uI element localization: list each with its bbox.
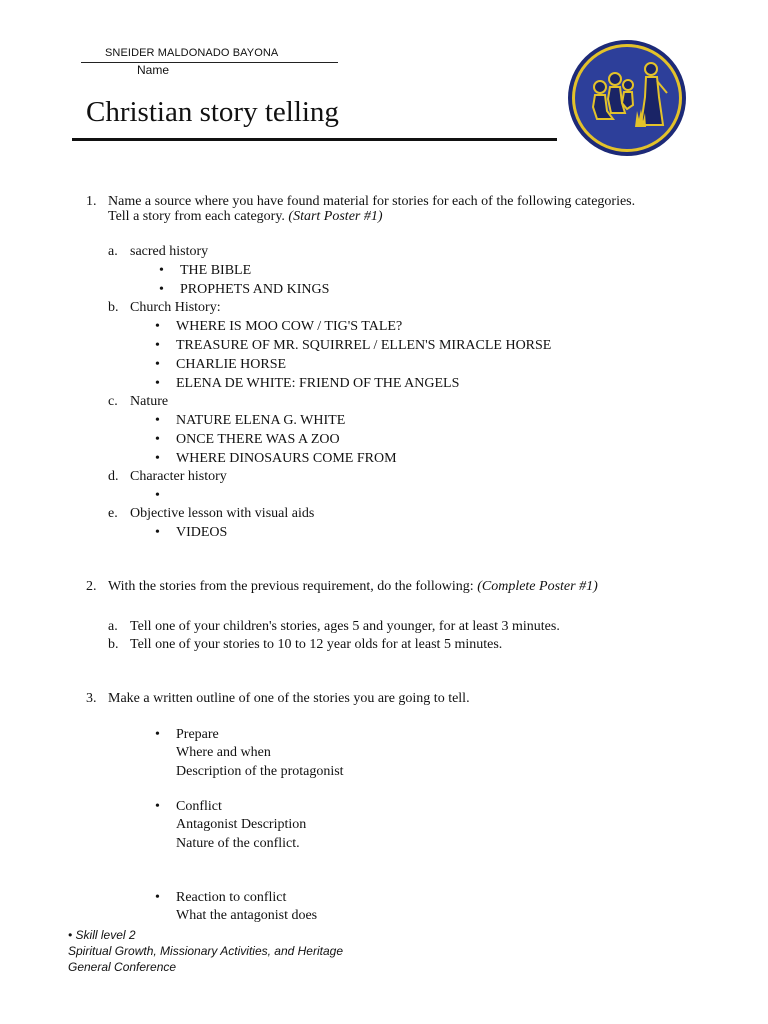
q2-poster-note: (Complete Poster #1) <box>477 579 598 594</box>
q3-item-line: Description of the protagonist <box>176 764 344 779</box>
q1d-item-empty <box>176 487 186 504</box>
q1c-label: Nature <box>130 394 169 409</box>
q1e-label: Objective lesson with visual aids <box>130 506 315 521</box>
title-rule <box>72 138 557 141</box>
footer <box>68 927 343 975</box>
q1b-item: • WHERE IS MOO COW / TIG'S TALE? <box>176 318 402 335</box>
q1a-letter: a. <box>108 244 118 259</box>
page-title: Christian story telling <box>86 96 339 128</box>
q1c-item: • WHERE DINOSAURS COME FROM <box>176 450 397 467</box>
q3-item-head: • Prepare <box>176 726 219 743</box>
q1e-item: • VIDEOS <box>176 524 227 541</box>
q1c-item: • NATURE ELENA G. WHITE <box>176 412 345 429</box>
q3-item-line: Where and when <box>176 745 271 760</box>
q1a-item: • THE BIBLE <box>180 262 251 279</box>
q3-item-line: Antagonist Description <box>176 817 307 832</box>
name-underline <box>81 62 338 63</box>
q1d-letter: d. <box>108 469 119 484</box>
q3-text: Make a written outline of one of the stories you are going to tell. <box>108 691 470 706</box>
q1b-label: Church History: <box>130 300 221 315</box>
footer-line3: General Conference <box>68 960 177 974</box>
q1-poster-note: (Start Poster #1) <box>288 209 383 224</box>
q3-item-line: What the antagonist does <box>176 908 318 923</box>
q1b-item: • ELENA DE WHITE: FRIEND OF THE ANGELS <box>176 375 459 392</box>
q1-number: 1. <box>86 194 97 209</box>
storytelling-patch-icon <box>567 39 687 157</box>
q1c-letter: c. <box>108 394 118 409</box>
student-name: SNEIDER MALDONADO BAYONA <box>105 47 279 59</box>
q2a-letter: a. <box>108 619 118 634</box>
q3-item-line: Nature of the conflict. <box>176 836 300 851</box>
q3-item-head: • Conflict <box>176 798 222 815</box>
q1a-label: sacred history <box>130 244 209 259</box>
q2b-letter: b. <box>108 637 119 652</box>
footer-line2: Spiritual Growth, Missionary Activities, and Heritage <box>68 944 343 958</box>
q2b-text: Tell one of your stories to 10 to 12 year olds for at least 5 minutes. <box>130 637 503 652</box>
q3-item-head: • Reaction to conflict <box>176 889 286 906</box>
q1d-label: Character history <box>130 469 227 484</box>
q1e-letter: e. <box>108 506 118 521</box>
q1-text-line2-main: Tell a story from each category. <box>108 209 285 224</box>
q2-text-main: With the stories from the previous requirement, do the following: <box>108 579 474 594</box>
q2a-text: Tell one of your children's stories, ages 5 and younger, for at least 3 minutes. <box>130 619 560 634</box>
q1-text-line2 <box>108 208 383 225</box>
q1c-item: • ONCE THERE WAS A ZOO <box>176 431 340 448</box>
name-label: Name <box>137 63 170 77</box>
q2-text <box>108 578 598 595</box>
q1b-letter: b. <box>108 300 119 315</box>
q3-number: 3. <box>86 691 97 706</box>
footer-skill-level: • Skill level 2 <box>68 928 136 942</box>
q1b-item: • TREASURE OF MR. SQUIRREL / ELLEN'S MIRACLE HORSE <box>176 337 551 354</box>
q1a-item: • PROPHETS AND KINGS <box>180 281 329 298</box>
q2-number: 2. <box>86 579 97 594</box>
q1b-item: • CHARLIE HORSE <box>176 356 286 373</box>
q1-text-line1: Name a source where you have found material for stories for each of the following categories. <box>108 194 636 209</box>
